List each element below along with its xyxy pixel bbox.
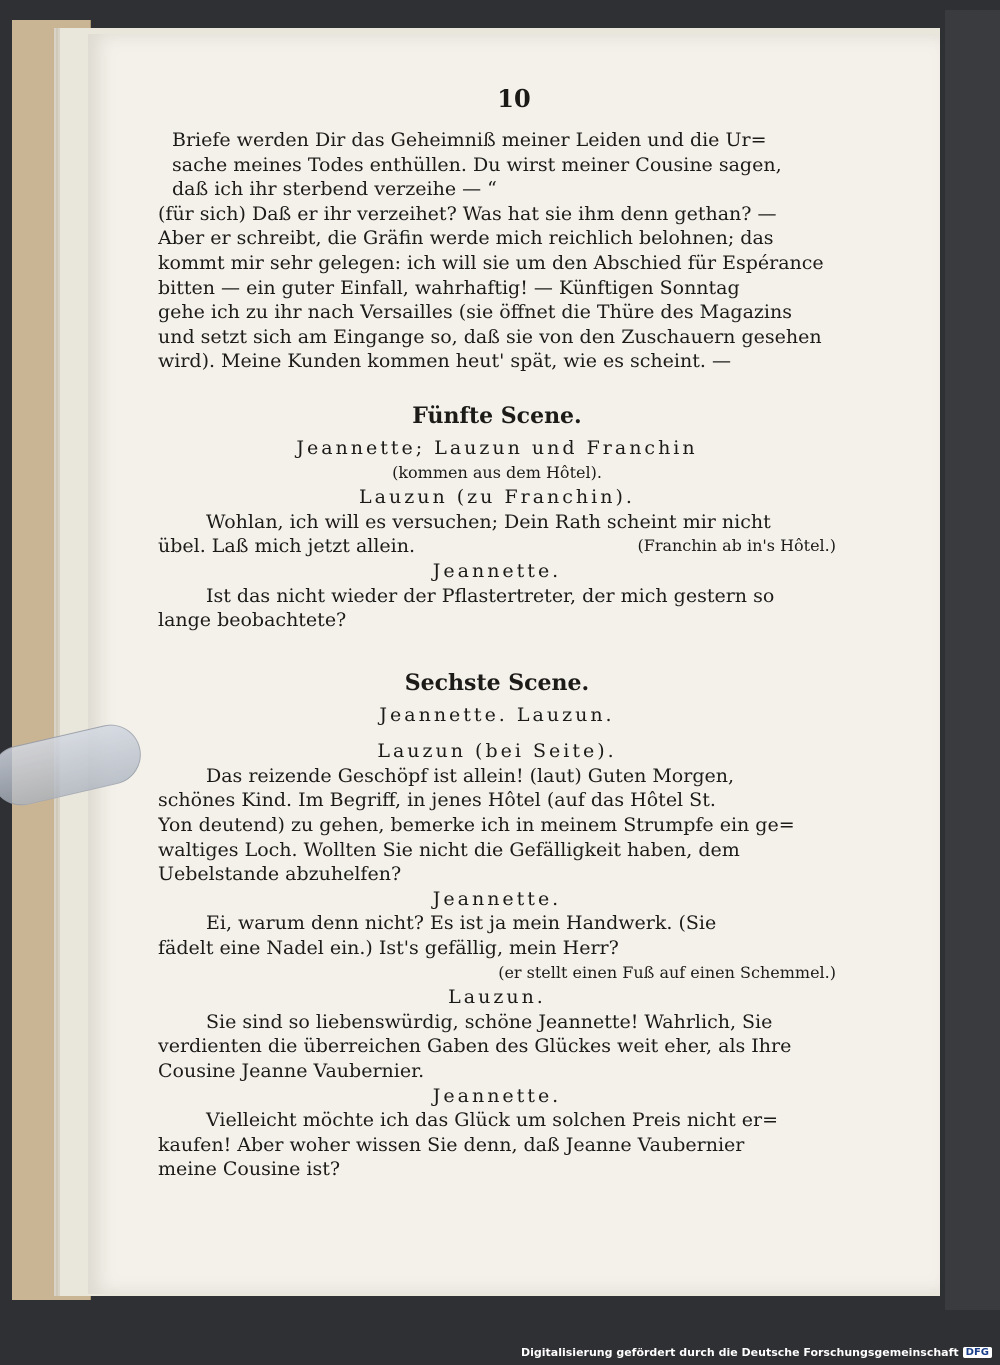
text-span: übel. Laß mich jetzt allein.: [158, 535, 416, 558]
text-line: meine Cousine ist?: [158, 1158, 341, 1181]
text-line: Sie sind so liebenswürdig, schöne Jeannette! Wahrlich, Sie: [206, 1010, 773, 1033]
page-text: [158, 128, 836, 1182]
text-line: Yon deutend) zu gehen, bemerke ich in meinem Strumpfe ein ge=: [158, 814, 795, 837]
scene-heading: Sechste Scene.: [404, 669, 590, 696]
text-line: kaufen! Aber woher wissen Sie denn, daß Jeanne Vaubernier: [158, 1133, 745, 1156]
stage-direction: (kommen aus dem Hôtel).: [392, 462, 602, 482]
text-line: Ei, warum denn nicht? Es ist ja mein Handwerk. (Sie: [206, 912, 717, 935]
scan-background-right: [945, 10, 1000, 1310]
text-line: [158, 534, 836, 559]
text-line: Cousine Jeanne Vaubernier.: [158, 1060, 425, 1082]
text-line: lange beobachtete?: [158, 609, 347, 632]
text-line: bitten — ein guter Einfall, wahrhaftig! — Künftigen Sonntag: [158, 276, 740, 299]
text-line: Wohlan, ich will es versuchen; Dein Rath scheint mir nicht: [206, 510, 771, 533]
stage-direction: (er stellt einen Fuß auf einen Schemmel.): [498, 962, 836, 982]
text-line: Aber er schreibt, die Gräfin werde mich reichlich belohnen; das: [158, 227, 774, 250]
text-line: schönes Kind. Im Begriff, in jenes Hôtel (auf das Hôtel St.: [158, 789, 716, 812]
speaker-label: Jeannette.: [432, 559, 562, 582]
text-line: Briefe werden Dir das Geheimniß meiner Leiden und die Ur=: [172, 129, 767, 151]
speaker-label: Lauzun (zu Franchin).: [359, 486, 635, 509]
speaker-label: Jeannette.: [432, 887, 562, 910]
text-line: sache meines Todes enthüllen. Du wirst meiner Cousine sagen,: [172, 153, 782, 176]
text-line: Vielleicht möchte ich das Glück um solchen Preis nicht er=: [206, 1109, 778, 1132]
text-line: gehe ich zu ihr nach Versailles (sie öffnet die Thüre des Magazins: [158, 301, 792, 324]
stage-direction: (Franchin ab in's Hôtel.): [637, 536, 836, 556]
speaker-label: Lauzun.: [448, 986, 546, 1009]
text-line: fädelt eine Nadel ein.) Ist's gefällig, mein Herr?: [158, 937, 619, 960]
digitization-credit: [521, 1346, 992, 1359]
text-line: kommt mir sehr gelegen: ich will sie um den Abschied für Espérance: [158, 251, 824, 274]
text-line: wird). Meine Kunden kommen heut' spät, wie es scheint. —: [158, 350, 731, 373]
text-line: Das reizende Geschöpf ist allein! (laut) Guten Morgen,: [206, 764, 735, 787]
text-line: und setzt sich am Eingange so, daß sie von den Zuschauern gesehen: [158, 325, 822, 348]
scene-heading: Fünfte Scene.: [412, 402, 582, 429]
credit-text: Digitalisierung gefördert durch die Deutsche Forschungsgemeinschaft: [520, 1346, 959, 1359]
text-line: daß ich ihr sterbend verzeihe — “: [172, 178, 497, 201]
scene-persons: Jeannette; Lauzun und Franchin: [296, 436, 698, 459]
text-line: verdienten die überreichen Gaben des Glückes weit eher, als Ihre: [158, 1035, 792, 1058]
text-line: waltiges Loch. Wollten Sie nicht die Gefälligkeit haben, dem: [158, 838, 740, 861]
text-line: Uebelstande abzuhelfen?: [158, 863, 402, 886]
page-number: 10: [497, 84, 531, 113]
scene-persons: Jeannette. Lauzun.: [379, 703, 615, 726]
speaker-label: Jeannette.: [432, 1084, 562, 1107]
dfg-logo: DFG: [963, 1347, 992, 1358]
text-line: (für sich) Daß er ihr verzeihet? Was hat sie ihm denn gethan? —: [158, 202, 777, 225]
text-line: Ist das nicht wieder der Pflastertreter, der mich gestern so: [206, 584, 775, 607]
speaker-label: Lauzun (bei Seite).: [377, 740, 617, 763]
